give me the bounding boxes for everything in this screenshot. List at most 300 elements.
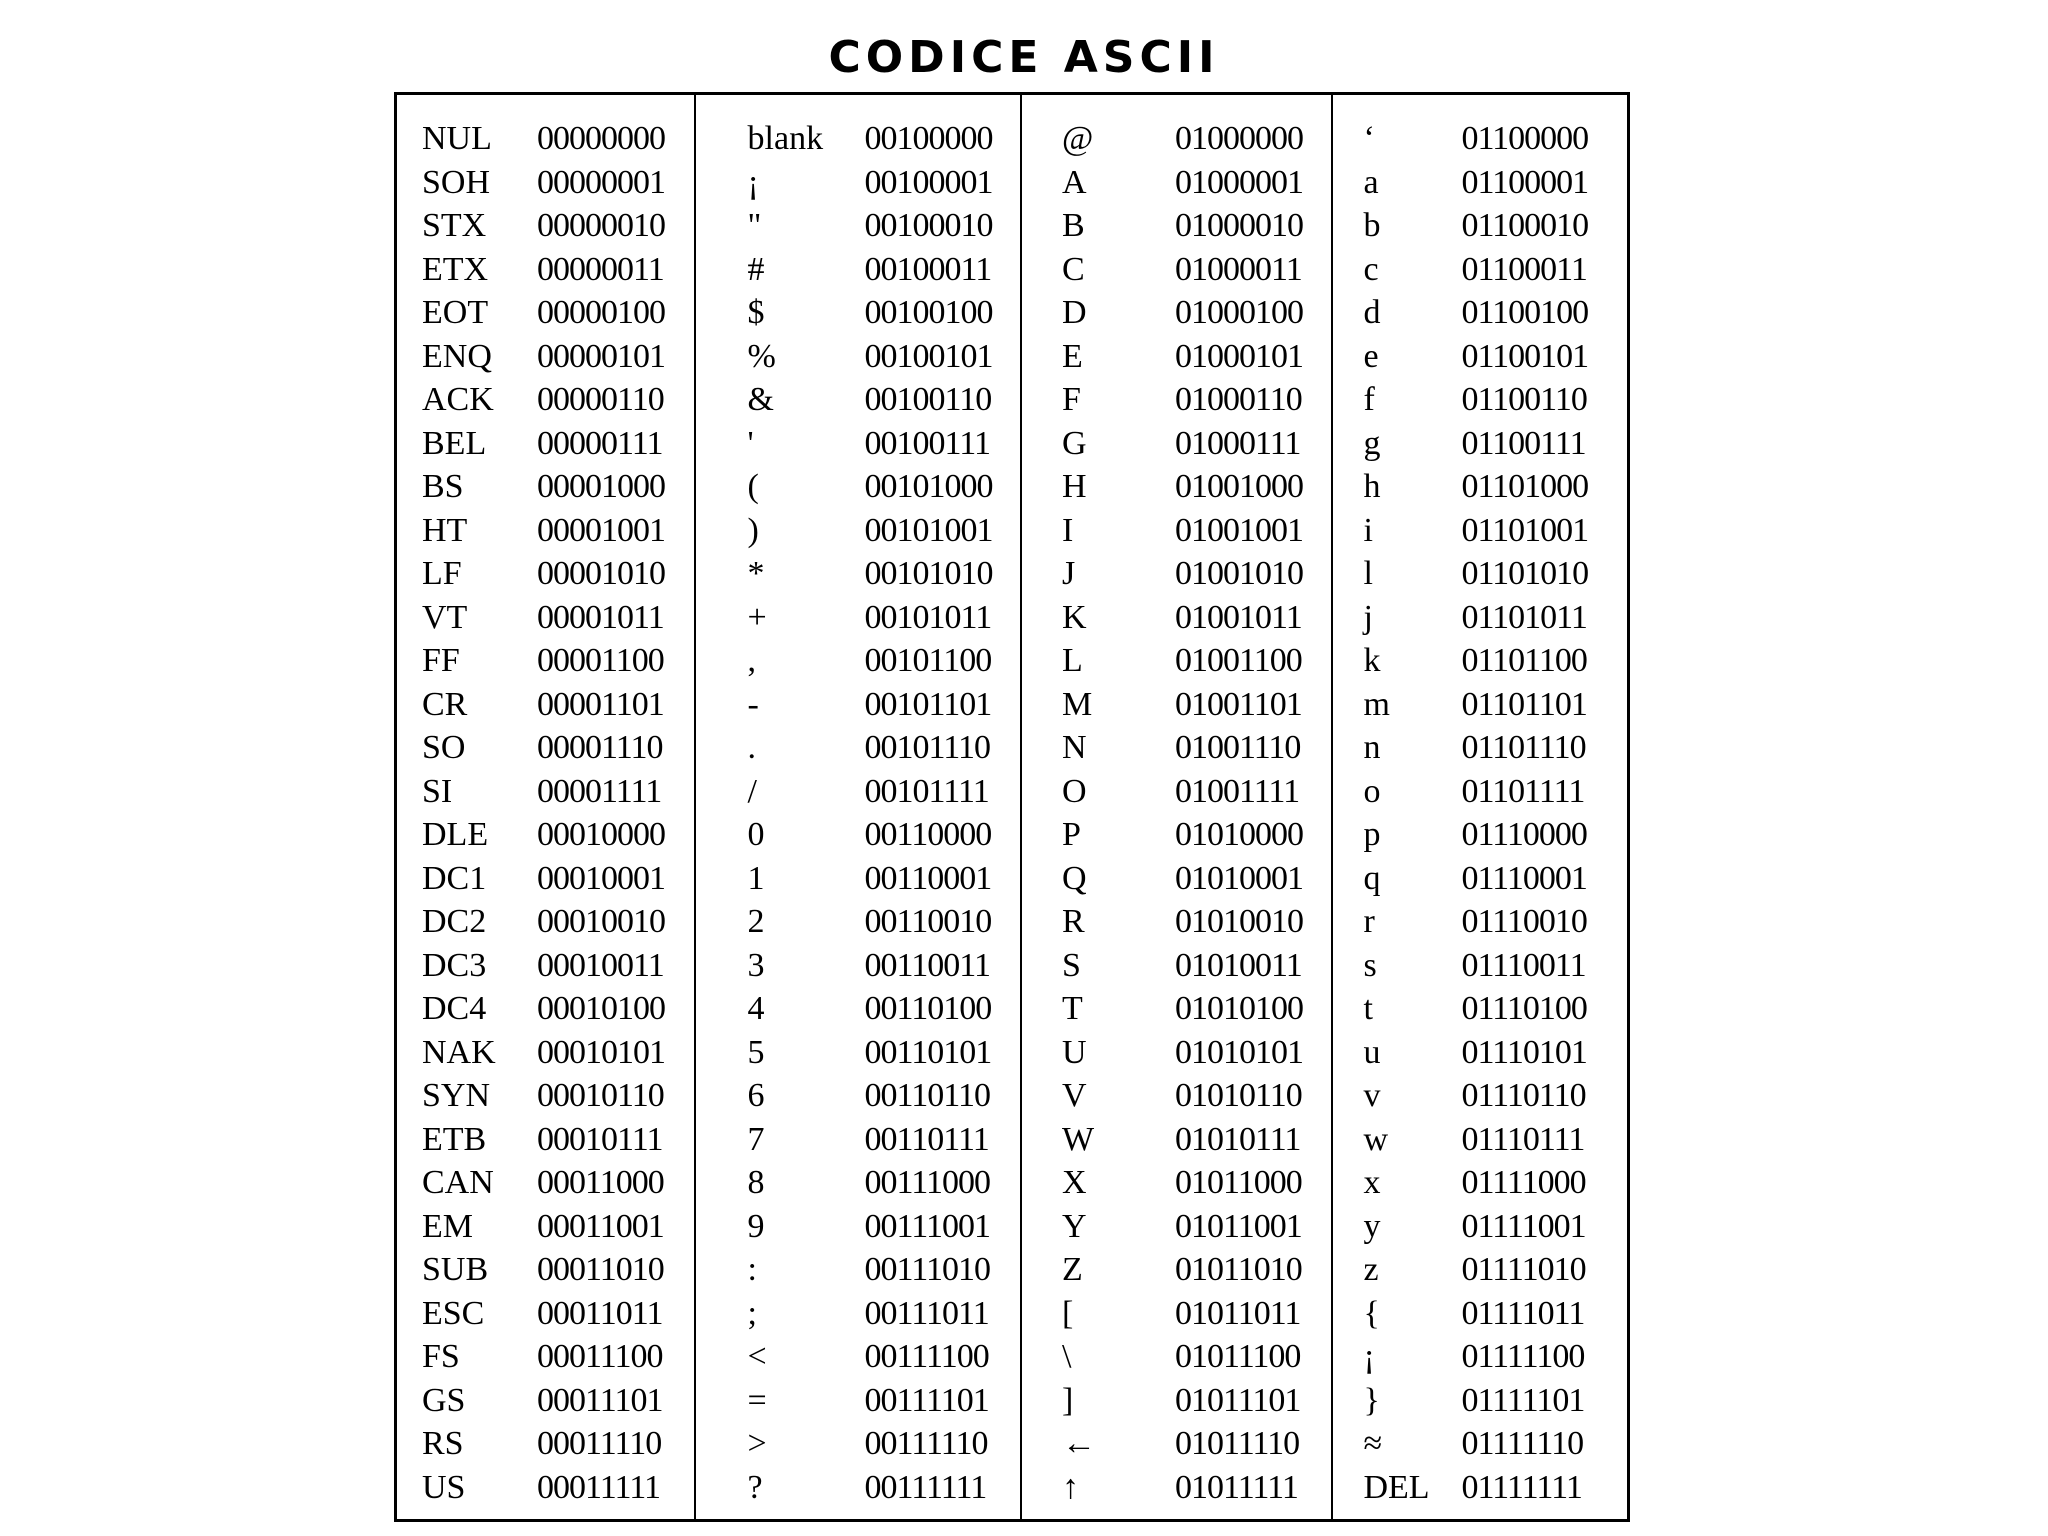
table-row xyxy=(696,770,1020,814)
character-symbol: m xyxy=(1363,685,1390,723)
binary-code: 00110001 xyxy=(864,859,992,897)
binary-code: 01000101 xyxy=(1174,337,1303,375)
table-row xyxy=(1022,596,1331,640)
table-row xyxy=(1022,1422,1331,1466)
character-symbol: / xyxy=(747,772,757,810)
table-row xyxy=(1022,161,1331,205)
character-symbol: US xyxy=(422,1468,466,1506)
table-row xyxy=(1333,1161,1627,1205)
character-symbol: ≈ xyxy=(1363,1425,1383,1462)
table-row xyxy=(696,1292,1020,1336)
binary-code: 00001011 xyxy=(537,598,664,636)
character-symbol: NUL xyxy=(422,120,492,157)
character-symbol: ' xyxy=(747,424,754,462)
table-row xyxy=(696,1074,1020,1118)
binary-code: 00000000 xyxy=(537,120,665,157)
character-symbol: N xyxy=(1061,729,1087,766)
binary-code: 01100011 xyxy=(1461,250,1587,288)
table-row xyxy=(1333,683,1627,727)
table-row xyxy=(1022,1292,1331,1336)
table-row xyxy=(1022,117,1331,161)
table-row xyxy=(1022,291,1331,335)
binary-code: 00110100 xyxy=(864,990,992,1027)
binary-code: 01010010 xyxy=(1174,903,1303,940)
table-row xyxy=(1022,204,1331,248)
table-row xyxy=(1333,987,1627,1031)
character-symbol: z xyxy=(1363,1251,1379,1288)
character-symbol: c xyxy=(1363,250,1379,288)
table-column xyxy=(1331,95,1627,1519)
character-symbol: EM xyxy=(422,1207,473,1245)
binary-code: 00010110 xyxy=(537,1077,664,1114)
character-symbol: > xyxy=(747,1425,767,1462)
binary-code: 01111000 xyxy=(1461,1164,1586,1201)
table-row xyxy=(1022,726,1331,770)
binary-code: 01101100 xyxy=(1461,642,1587,679)
binary-code: 00101101 xyxy=(864,685,992,723)
character-symbol: y xyxy=(1363,1207,1381,1245)
character-symbol: ETX xyxy=(422,250,489,288)
character-symbol: r xyxy=(1363,903,1375,940)
character-symbol: o xyxy=(1363,772,1381,810)
character-symbol: f xyxy=(1363,381,1375,418)
character-symbol: FF xyxy=(422,642,460,679)
binary-code: 01110100 xyxy=(1461,990,1587,1027)
binary-code: 01010001 xyxy=(1174,859,1303,897)
binary-code: 01000100 xyxy=(1174,294,1303,331)
character-symbol: P xyxy=(1061,816,1081,853)
character-symbol: ESC xyxy=(422,1294,485,1332)
binary-code: 01000110 xyxy=(1174,381,1302,418)
character-symbol: V xyxy=(1061,1077,1087,1114)
table-row xyxy=(1022,422,1331,466)
table-row xyxy=(397,335,694,379)
character-symbol: q xyxy=(1363,859,1381,897)
character-symbol: 0 xyxy=(747,816,765,853)
table-row xyxy=(1333,117,1627,161)
character-symbol: x xyxy=(1363,1164,1381,1201)
binary-code: 00010111 xyxy=(537,1120,663,1158)
character-symbol: S xyxy=(1061,946,1081,984)
table-row xyxy=(696,117,1020,161)
table-row xyxy=(696,552,1020,596)
binary-code: 00101111 xyxy=(864,772,989,810)
binary-code: 01001110 xyxy=(1174,729,1301,766)
binary-code: 00010010 xyxy=(537,903,665,940)
table-row xyxy=(397,857,694,901)
table-row xyxy=(397,683,694,727)
character-symbol: GS xyxy=(422,1381,466,1419)
table-row xyxy=(1022,683,1331,727)
character-symbol: ‘ xyxy=(1363,120,1375,157)
character-symbol: SUB xyxy=(422,1251,489,1288)
character-symbol: b xyxy=(1363,207,1381,244)
character-symbol: ACK xyxy=(422,381,494,418)
character-symbol: DEL xyxy=(1363,1468,1430,1506)
binary-code: 01010110 xyxy=(1174,1077,1302,1114)
table-row xyxy=(397,1466,694,1510)
binary-code: 01011101 xyxy=(1174,1381,1301,1419)
binary-code: 00110000 xyxy=(864,816,992,853)
binary-code: 00001101 xyxy=(537,685,664,723)
character-symbol: 6 xyxy=(747,1077,765,1114)
character-symbol: DC4 xyxy=(422,990,487,1027)
table-row xyxy=(397,291,694,335)
table-row xyxy=(397,1422,694,1466)
binary-code: 01101011 xyxy=(1461,598,1587,636)
binary-code: 00011000 xyxy=(537,1164,664,1201)
table-row xyxy=(696,1205,1020,1249)
binary-code: 01101001 xyxy=(1461,511,1589,549)
character-symbol: VT xyxy=(422,598,468,636)
table-row xyxy=(1333,1379,1627,1423)
binary-code: 00111000 xyxy=(864,1164,991,1201)
character-symbol: e xyxy=(1363,337,1379,375)
table-row xyxy=(696,857,1020,901)
table-row xyxy=(397,1335,694,1379)
table-row xyxy=(1333,1118,1627,1162)
binary-code: 01100110 xyxy=(1461,381,1587,418)
table-row xyxy=(1022,1379,1331,1423)
binary-code: 01111110 xyxy=(1461,1425,1584,1462)
binary-code: 00111100 xyxy=(864,1338,989,1375)
binary-code: 00110111 xyxy=(864,1120,989,1158)
character-symbol: u xyxy=(1363,1033,1381,1071)
character-symbol: j xyxy=(1363,598,1373,636)
table-row xyxy=(397,987,694,1031)
table-row xyxy=(1333,1292,1627,1336)
character-symbol: s xyxy=(1363,946,1377,984)
character-symbol: , xyxy=(747,642,757,679)
character-symbol: - xyxy=(747,685,759,723)
character-symbol: HT xyxy=(422,511,468,549)
table-row xyxy=(1333,1031,1627,1075)
table-row xyxy=(696,987,1020,1031)
character-symbol: 7 xyxy=(747,1120,765,1158)
binary-code: 00111111 xyxy=(864,1468,987,1506)
character-symbol: [ xyxy=(1061,1294,1074,1332)
table-row xyxy=(696,639,1020,683)
character-symbol: ; xyxy=(747,1294,757,1332)
binary-code: 00101100 xyxy=(864,642,992,679)
table-row xyxy=(1333,509,1627,553)
binary-code: 01101010 xyxy=(1461,555,1589,592)
binary-code: 00110010 xyxy=(864,903,992,940)
table-column xyxy=(1020,95,1331,1519)
binary-code: 00000100 xyxy=(537,294,665,331)
binary-code: 01111011 xyxy=(1461,1294,1585,1332)
binary-code: 00101001 xyxy=(864,511,993,549)
binary-code: 01100000 xyxy=(1461,120,1589,157)
binary-code: 00010000 xyxy=(537,816,665,853)
binary-code: 01011100 xyxy=(1174,1338,1301,1375)
character-symbol: w xyxy=(1363,1120,1388,1158)
table-row xyxy=(397,639,694,683)
binary-code: 01001011 xyxy=(1174,598,1302,636)
table-row xyxy=(397,596,694,640)
binary-code: 00010101 xyxy=(537,1033,665,1071)
character-symbol: ] xyxy=(1061,1381,1074,1419)
table-row xyxy=(1333,639,1627,683)
binary-code: 01000111 xyxy=(1174,424,1301,462)
character-symbol: p xyxy=(1363,816,1381,853)
binary-code: 01011000 xyxy=(1174,1164,1302,1201)
binary-code: 00011100 xyxy=(537,1338,663,1375)
binary-code: 00110101 xyxy=(864,1033,992,1071)
table-row xyxy=(696,1422,1020,1466)
table-row xyxy=(1333,900,1627,944)
character-symbol: BS xyxy=(422,468,464,505)
table-row xyxy=(397,1248,694,1292)
character-symbol: Z xyxy=(1061,1251,1083,1288)
binary-code: 00111101 xyxy=(864,1381,989,1419)
binary-code: 01011111 xyxy=(1174,1468,1298,1506)
binary-code: 00001100 xyxy=(537,642,664,679)
character-symbol: 8 xyxy=(747,1164,765,1201)
character-symbol: I xyxy=(1061,511,1074,549)
table-row xyxy=(1333,813,1627,857)
table-row xyxy=(1333,596,1627,640)
table-row xyxy=(397,726,694,770)
character-symbol: @ xyxy=(1061,120,1094,157)
character-symbol: ETB xyxy=(422,1120,487,1158)
table-row xyxy=(696,248,1020,292)
character-symbol: 5 xyxy=(747,1033,765,1071)
binary-code: 00111001 xyxy=(864,1207,991,1245)
character-symbol: { xyxy=(1363,1294,1380,1332)
table-row xyxy=(397,900,694,944)
character-symbol: T xyxy=(1061,990,1083,1027)
binary-code: 00011101 xyxy=(537,1381,663,1419)
table-row xyxy=(696,1466,1020,1510)
character-symbol: RS xyxy=(422,1425,464,1462)
character-symbol: Y xyxy=(1061,1207,1087,1245)
table-row xyxy=(1333,204,1627,248)
table-row xyxy=(397,161,694,205)
character-symbol: blank xyxy=(747,120,824,157)
character-symbol: 2 xyxy=(747,903,765,940)
table-row xyxy=(1022,1118,1331,1162)
table-row xyxy=(696,1335,1020,1379)
character-symbol: ↑ xyxy=(1061,1468,1079,1506)
table-row xyxy=(397,509,694,553)
character-symbol: FS xyxy=(422,1338,460,1375)
table-row xyxy=(696,422,1020,466)
character-symbol: 1 xyxy=(747,859,765,897)
character-symbol: * xyxy=(747,555,765,592)
binary-code: 01010111 xyxy=(1174,1120,1301,1158)
character-symbol: k xyxy=(1363,642,1381,679)
binary-code: 01001010 xyxy=(1174,555,1303,592)
table-row xyxy=(1022,509,1331,553)
character-symbol: l xyxy=(1363,555,1373,592)
binary-code: 00000011 xyxy=(537,250,664,288)
binary-code: 00111011 xyxy=(864,1294,989,1332)
table-row xyxy=(397,465,694,509)
table-row xyxy=(1333,1205,1627,1249)
table-row xyxy=(397,1292,694,1336)
character-symbol: h xyxy=(1363,468,1381,505)
binary-code: 00110110 xyxy=(864,1077,991,1114)
table-row xyxy=(1022,552,1331,596)
character-symbol: : xyxy=(747,1251,757,1288)
character-symbol: EOT xyxy=(422,294,489,331)
binary-code: 00011001 xyxy=(537,1207,664,1245)
table-row xyxy=(1022,987,1331,1031)
binary-code: 01110111 xyxy=(1461,1120,1585,1158)
character-symbol: K xyxy=(1061,598,1087,636)
binary-code: 00111010 xyxy=(864,1251,991,1288)
table-row xyxy=(1022,465,1331,509)
table-row xyxy=(1333,335,1627,379)
character-symbol: DC1 xyxy=(422,859,487,897)
table-row xyxy=(696,291,1020,335)
table-row xyxy=(397,813,694,857)
binary-code: 01000000 xyxy=(1174,120,1303,157)
binary-code: 01010101 xyxy=(1174,1033,1303,1071)
character-symbol: ¡ xyxy=(747,163,759,201)
binary-code: 00101010 xyxy=(864,555,993,592)
binary-code: 01011011 xyxy=(1174,1294,1301,1332)
table-row xyxy=(397,1031,694,1075)
table-row xyxy=(696,378,1020,422)
character-symbol: H xyxy=(1061,468,1087,505)
character-symbol: ? xyxy=(747,1468,763,1506)
table-row xyxy=(1333,1074,1627,1118)
table-row xyxy=(397,552,694,596)
table-row xyxy=(1333,248,1627,292)
binary-code: 01011110 xyxy=(1174,1425,1300,1462)
table-row xyxy=(1333,161,1627,205)
binary-code: 01110011 xyxy=(1461,946,1586,984)
binary-code: 00100010 xyxy=(864,207,993,244)
table-row xyxy=(397,1379,694,1423)
table-row xyxy=(696,813,1020,857)
binary-code: 00000111 xyxy=(537,424,663,462)
binary-code: 01010100 xyxy=(1174,990,1303,1027)
table-row xyxy=(696,944,1020,988)
character-symbol: DC2 xyxy=(422,903,487,940)
binary-code: 01111100 xyxy=(1461,1338,1585,1375)
character-symbol: DLE xyxy=(422,816,489,853)
table-row xyxy=(397,944,694,988)
character-symbol: O xyxy=(1061,772,1087,810)
character-symbol: g xyxy=(1363,424,1381,462)
character-symbol: STX xyxy=(422,207,487,244)
table-row xyxy=(1022,1161,1331,1205)
character-symbol: BEL xyxy=(422,424,487,462)
binary-code: 01111101 xyxy=(1461,1381,1585,1419)
binary-code: 00001001 xyxy=(537,511,665,549)
binary-code: 00100001 xyxy=(864,163,993,201)
binary-code: 01011010 xyxy=(1174,1251,1302,1288)
table-row xyxy=(696,683,1020,727)
character-symbol: X xyxy=(1061,1164,1087,1201)
character-symbol: Q xyxy=(1061,859,1087,897)
binary-code: 01101101 xyxy=(1461,685,1587,723)
character-symbol: i xyxy=(1363,511,1373,549)
table-row xyxy=(397,422,694,466)
character-symbol: C xyxy=(1061,250,1085,288)
character-symbol: " xyxy=(747,207,762,244)
binary-code: 01100100 xyxy=(1461,294,1589,331)
table-row xyxy=(397,770,694,814)
table-row xyxy=(1333,1248,1627,1292)
character-symbol: SI xyxy=(422,772,453,810)
binary-code: 00100101 xyxy=(864,337,993,375)
page-title: CODICE ASCII xyxy=(828,32,1220,83)
binary-code: 00100100 xyxy=(864,294,993,331)
binary-code: 01000011 xyxy=(1174,250,1302,288)
character-symbol: SO xyxy=(422,729,466,766)
binary-code: 01101000 xyxy=(1461,468,1589,505)
character-symbol: J xyxy=(1061,555,1076,592)
binary-code: 01110110 xyxy=(1461,1077,1586,1114)
binary-code: 00001000 xyxy=(537,468,665,505)
binary-code: 01111010 xyxy=(1461,1251,1586,1288)
table-row xyxy=(696,204,1020,248)
character-symbol: < xyxy=(747,1338,767,1375)
table-row xyxy=(397,117,694,161)
table-row xyxy=(696,596,1020,640)
table-row xyxy=(397,1118,694,1162)
character-symbol: a xyxy=(1363,163,1379,201)
binary-code: 01100111 xyxy=(1461,424,1586,462)
table-row xyxy=(1333,1422,1627,1466)
character-symbol: G xyxy=(1061,424,1087,462)
binary-code: 00110011 xyxy=(864,946,991,984)
character-symbol: L xyxy=(1061,642,1083,679)
table-row xyxy=(696,726,1020,770)
binary-code: 00100110 xyxy=(864,381,992,418)
character-symbol: $ xyxy=(747,294,765,331)
character-symbol: } xyxy=(1363,1381,1380,1419)
character-symbol: d xyxy=(1363,294,1381,331)
table-row xyxy=(1022,857,1331,901)
binary-code: 01100001 xyxy=(1461,163,1589,201)
binary-code: 01111001 xyxy=(1461,1207,1586,1245)
character-symbol: . xyxy=(747,729,757,766)
binary-code: 00101000 xyxy=(864,468,993,505)
table-row xyxy=(1022,378,1331,422)
table-row xyxy=(1333,1466,1627,1510)
table-column xyxy=(397,95,694,1519)
binary-code: 00010100 xyxy=(537,990,665,1027)
character-symbol: ENQ xyxy=(422,337,492,375)
binary-code: 00100111 xyxy=(864,424,991,462)
table-row xyxy=(1022,1248,1331,1292)
binary-code: 00011010 xyxy=(537,1251,664,1288)
binary-code: 00111110 xyxy=(864,1425,988,1462)
table-row xyxy=(397,1074,694,1118)
table-row xyxy=(696,335,1020,379)
table-row xyxy=(696,161,1020,205)
character-symbol: U xyxy=(1061,1033,1087,1071)
table-row xyxy=(696,900,1020,944)
character-symbol: ) xyxy=(747,511,759,549)
binary-code: 01000001 xyxy=(1174,163,1303,201)
binary-code: 00100011 xyxy=(864,250,992,288)
binary-code: 01110101 xyxy=(1461,1033,1587,1071)
character-symbol: NAK xyxy=(422,1033,496,1071)
table-row xyxy=(696,1118,1020,1162)
character-symbol: E xyxy=(1061,337,1083,375)
character-symbol: # xyxy=(747,250,765,288)
table-row xyxy=(696,509,1020,553)
binary-code: 01100101 xyxy=(1461,337,1589,375)
character-symbol: D xyxy=(1061,294,1087,331)
binary-code: 01000010 xyxy=(1174,207,1303,244)
